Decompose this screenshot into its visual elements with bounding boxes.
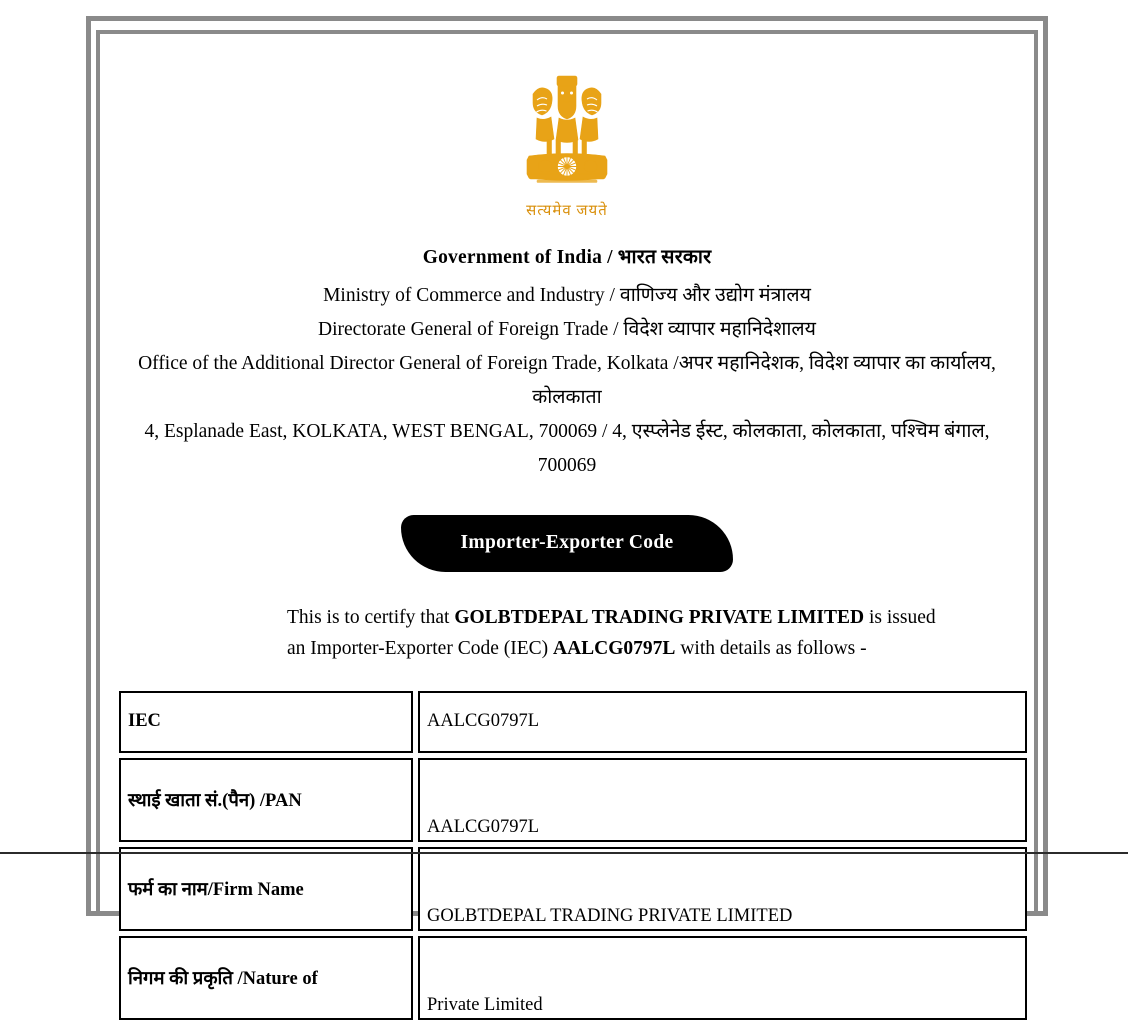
row-value: GOLBTDEPAL TRADING PRIVATE LIMITED [418,847,1027,931]
iec-details-table-body [119,691,1027,1020]
certify-paragraph [197,602,937,664]
row-value: Private Limited [418,936,1027,1020]
table-row [119,758,1027,842]
table-row [119,691,1027,753]
emblem-motto: सत्यमेव जयते [526,203,608,219]
row-label: स्थाई खाता सं.(पैन) /PAN [119,758,413,842]
table-row [119,936,1027,1020]
certify-firm-name: GOLBTDEPAL TRADING PRIVATE LIMITED [454,606,865,628]
row-label: फर्म का नाम/Firm Name [119,847,413,931]
row-value: AALCG0797L [418,758,1027,842]
certificate-page-inner-frame [96,30,1038,1015]
certificate-page-frame [86,16,1048,1015]
certify-iec-code: AALCG0797L [553,637,676,659]
row-label: निगम की प्रकृति /Nature of [119,936,413,1020]
certify-middle: is issued an Importer-Exporter Code (IEC) [287,606,936,659]
emblem-block [114,34,1020,224]
ministry-line: Ministry of Commerce and Industry / वाणिज्य और उद्योग मंत्रालय [323,285,811,306]
row-value: AALCG0797L [418,691,1027,753]
row-label: IEC [119,691,413,753]
iec-banner-title: Importer-Exporter Code [401,515,734,572]
table-row [119,847,1027,931]
iec-details-table [114,686,1032,1025]
government-title: Government of India / भारत सरकार [422,247,712,268]
india-state-emblem-icon [503,70,631,202]
office-line: Office of the Additional Director General of Foreign Trade, Kolkata /अपर महानिदेशक, विदेश व्यापार का कार्यालय, कोलकाता [138,353,996,408]
address-line: 4, Esplanade East, KOLKATA, WEST BENGAL, 700069 / 4, एस्प्लेनेड ईस्ट, कोलकाता, कोलकाता, पश्चिम बंगाल, 700069 [144,421,990,476]
banner-row [114,515,1020,572]
certificate-content [100,34,1034,1025]
viewport-bottom-edge [0,852,1128,854]
certify-prefix: This is to certify that [287,606,455,628]
certify-suffix: with details as follows - [675,637,867,659]
directorate-line: Directorate General of Foreign Trade / विदेश व्यापार महानिदेशालय [318,319,816,340]
